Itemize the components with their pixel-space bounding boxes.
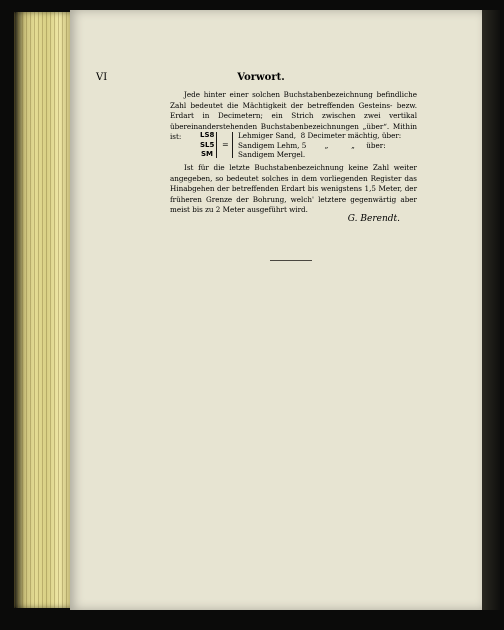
- brace-bar: [216, 132, 217, 158]
- formula-codes: [200, 131, 214, 160]
- equals-sign: =: [222, 140, 229, 149]
- notation-example: [200, 131, 420, 161]
- brace-bar: [232, 132, 233, 158]
- page-number: VI: [96, 72, 108, 83]
- paragraph-depth: Ist für die letzte Buchstabenbezeichnung keine Zahl weiter angegeben, so bedeutet solches in dem vorliegenden Register das Hinabgehen der betreffenden Erdart bis wenigstens 1,5 Meter, der früheren Grenze der Bohrung, welch' letztere gegenwärtig aber meist bis zu 2 Meter ausgeführt wird.: [170, 163, 417, 215]
- paragraph-notation: Jede hinter einer solchen Buchstabenbezeichnung befindliche Zahl bedeutet die Mächtigkeit der betreffenden Gesteins- bezw. Erdart in Decimetern; ein Strich zwischen zwei vertikal übereinanderstehenden Buchstabenbezeichnungen „über“. Mithin ist:: [170, 90, 417, 142]
- definition-line: Sandigem Mergel.: [238, 150, 306, 160]
- definition-line: Sandigem Lehm, 5 „ „ über:: [238, 140, 386, 150]
- book-page-edges: [14, 12, 74, 608]
- code-line: SM: [200, 150, 213, 159]
- definition-line: Lehmiger Sand, 8 Decimeter mächtig, über:: [238, 131, 402, 140]
- code-line: LS8: [200, 131, 215, 139]
- author-signature: G. Berendt.: [347, 214, 400, 224]
- page-header: [96, 72, 426, 86]
- section-divider: [270, 260, 312, 261]
- formula-definitions: [238, 131, 418, 160]
- code-line: SL5: [200, 140, 215, 149]
- running-title: Vorwort.: [237, 72, 285, 83]
- book-cover-edge: [482, 10, 500, 610]
